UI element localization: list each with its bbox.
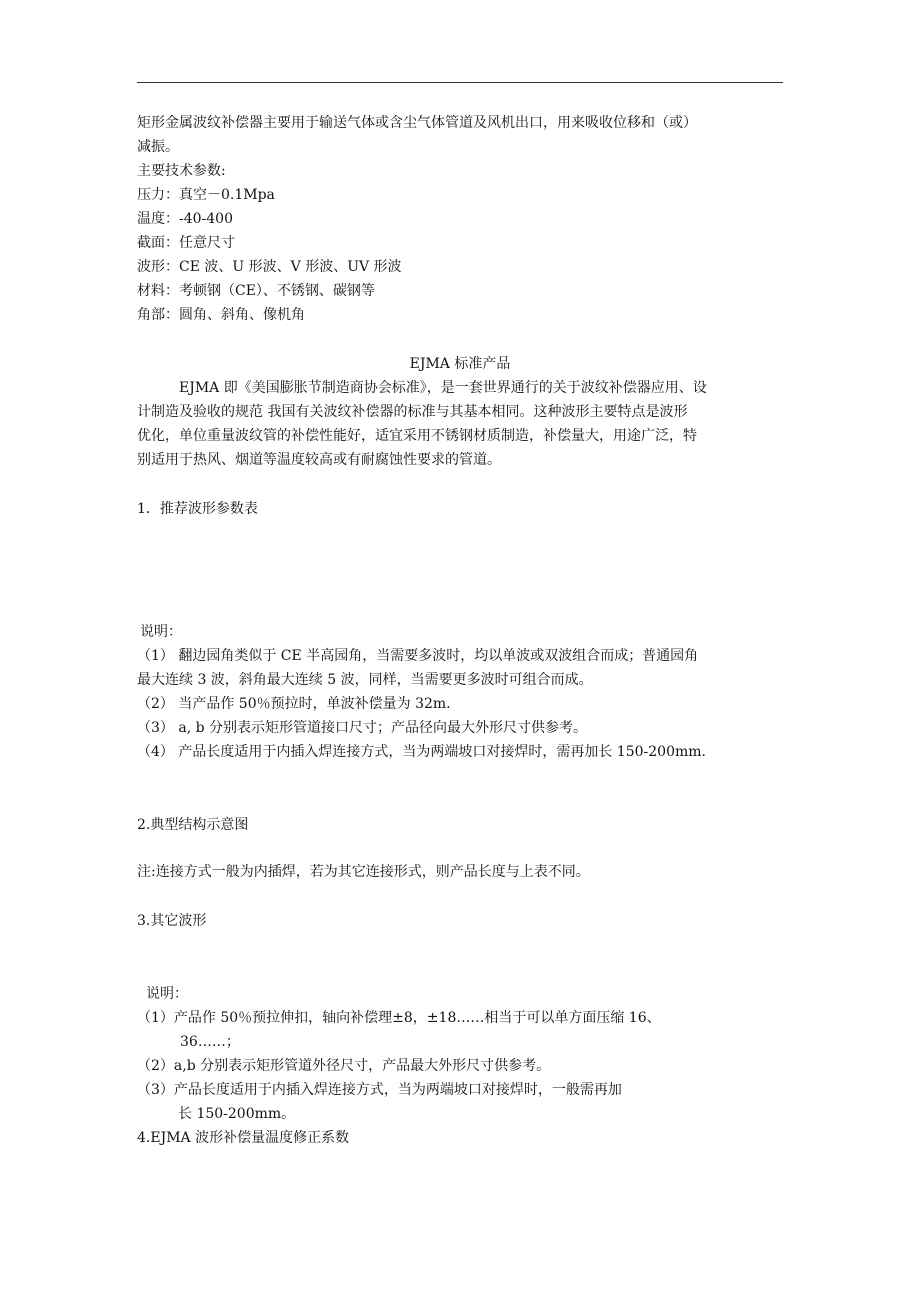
params-heading: 主要技术参数:	[137, 163, 226, 179]
section4-heading: 4.EJMA 波形补偿量温度修正系数	[137, 1130, 350, 1146]
intro-line-2: 减振。	[137, 139, 179, 155]
section1-note-1a: （1） 翻边园角类似于 CE 半高园角，当需要多波时，均以单波或双波组合而成；普通园角	[137, 648, 699, 664]
param-section: 截面：任意尺寸	[137, 235, 235, 251]
param-corner: 角部：圆角、斜角、像机角	[137, 307, 305, 323]
section1-heading: 1．推荐波形参数表	[137, 501, 258, 517]
intro-line-1: 矩形金属波纹补偿器主要用于输送气体或含尘气体管道及风机出口，用来吸收位移和（或）	[137, 115, 697, 131]
section1-note-2: （2） 当产品作 50％预拉时，单波补偿量为 32m.	[137, 696, 451, 712]
section1-note-3: （3） a, b 分别表示矩形管道接口尺寸；产品径向最大外形尺寸供参考。	[137, 720, 588, 736]
param-waveform: 波形：CE 波、U 形波、V 形波、UV 形波	[137, 259, 402, 275]
section1-note-1b: 最大连续 3 波，斜角最大连续 5 波，同样，当需要更多波时可组合而成。	[137, 672, 593, 688]
section2-note: 注:连接方式一般为内插焊，若为其它连接形式，则产品长度与上表不同。	[137, 864, 590, 880]
section3-note-3b: 长 150-200mm。	[178, 1106, 296, 1122]
section3-note-2: （2）a,b 分别表示矩形管道外径尺寸，产品最大外形尺寸供参考。	[137, 1058, 551, 1074]
section1-note-label: 说明：	[140, 624, 182, 640]
section2-heading: 2.典型结构示意图	[137, 817, 249, 833]
section1-note-4: （4） 产品长度适用于内插入焊连接方式，当为两端坡口对接焊时，需再加长 150-200mm.	[137, 744, 706, 760]
ejma-paragraph-line-2: 计制造及验收的规范 我国有关波纹补偿器的标准与其基本相同。这种波形主要特点是波形	[137, 404, 688, 420]
header-rule	[137, 82, 783, 83]
section3-heading: 3.其它波形	[137, 913, 207, 929]
section3-note-1a: （1）产品作 50％预拉伸扣，轴向补偿理±8，±18……相当于可以单方面压缩 16、	[137, 1010, 661, 1026]
section3-note-3a: （3）产品长度适用于内插入焊连接方式，当为两端坡口对接焊时，一般需再加	[137, 1082, 622, 1098]
ejma-paragraph-line-4: 别适用于热风、烟道等温度较高或有耐腐蚀性要求的管道。	[137, 452, 501, 468]
param-temperature: 温度：-40-400	[137, 211, 233, 227]
param-material: 材料：考顿钢（CE）、不锈钢、碳钢等	[137, 283, 375, 299]
section3-note-label: 说明：	[146, 986, 188, 1002]
ejma-title: EJMA 标准产品	[409, 356, 511, 372]
ejma-paragraph-line-1: EJMA 即《美国膨胀节制造商协会标准》，是一套世界通行的关于波纹补偿器应用、设	[179, 380, 707, 396]
section3-note-1b: 36……；	[180, 1034, 240, 1050]
param-pressure: 压力：真空－0.1Mpa	[137, 187, 275, 203]
ejma-paragraph-line-3: 优化，单位重量波纹管的补偿性能好，适宜采用不锈钢材质制造，补偿量大，用途广泛，特	[137, 428, 697, 444]
